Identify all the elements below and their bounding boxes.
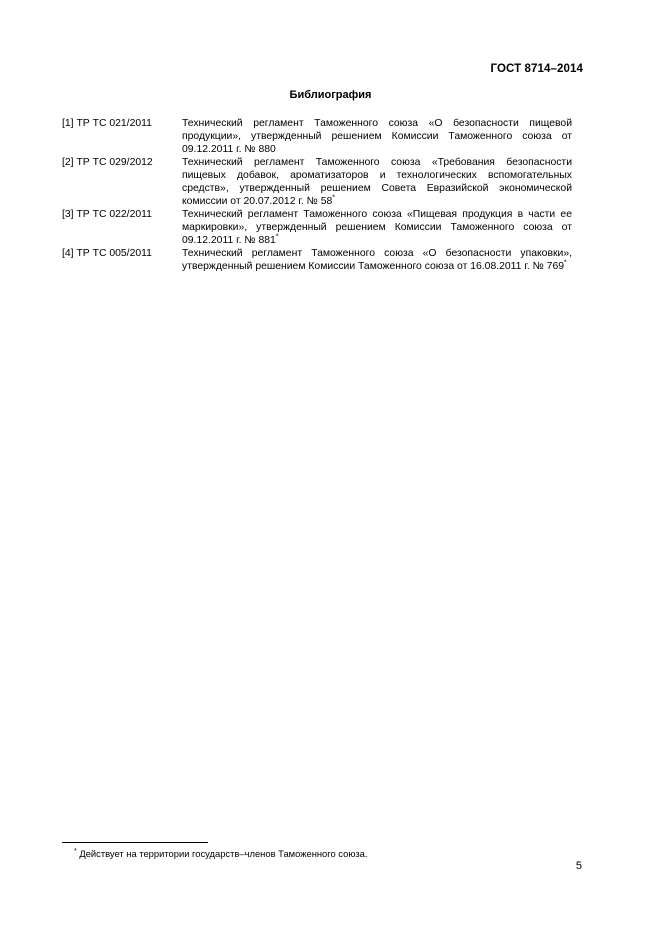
footnote-marker: * <box>564 259 567 267</box>
bibliography-title: Библиография <box>289 89 372 101</box>
entry-text <box>182 208 572 247</box>
footnote-marker: * <box>74 847 77 855</box>
footnote <box>74 848 367 860</box>
entry-text <box>182 156 572 208</box>
bibliography-entry-2 <box>62 156 572 208</box>
bibliography-entry-3 <box>62 208 572 247</box>
entry-text <box>182 117 572 156</box>
bibliography-list <box>62 117 572 273</box>
footnote-marker: * <box>332 194 335 202</box>
entry-reference: [4] ТР ТС 005/2011 <box>62 248 152 259</box>
document-code: ГОСТ 8714–2014 <box>490 63 583 75</box>
entry-description: Технический регламент Таможенного союза «Пищевая продукция в части ее маркировки», утвержденный решением Комиссии Таможенного союза от 09.12.2011 г. № 881 <box>182 209 572 246</box>
entry-reference: [2] ТР ТС 029/2012 <box>62 157 153 168</box>
entry-description: Технический регламент Таможенного союза «О безопасности упаковки», утвержденный решением Комиссии Таможенного союза от 16.08.2011 г. № 769 <box>182 248 572 272</box>
page-number: 5 <box>575 860 582 872</box>
bibliography-entry-1 <box>62 117 572 156</box>
entry-reference: [3] ТР ТС 022/2011 <box>62 209 152 220</box>
footnote-marker: * <box>275 233 279 241</box>
entry-description: Технический регламент Таможенного союза «Требования безопасности пищевых добавок, ароматизаторов и технологических вспомогательных средств», утвержденный решением Совета Евразийской экономической комиссии от 20.07.2012 г. № 58 <box>182 157 572 207</box>
entry-text <box>182 247 572 273</box>
entry-description: Технический регламент Таможенного союза «О безопасности пищевой продукции», утвержденный решением Комиссии Таможенного союза от 09.12.2011 г. № 880 <box>182 118 572 155</box>
footnote-divider <box>62 842 208 843</box>
entry-reference: [1] ТР ТС 021/2011 <box>62 118 152 129</box>
bibliography-entry-4 <box>62 247 572 273</box>
footnote-text: Действует на территории государств–членов Таможенного союза. <box>79 848 368 859</box>
